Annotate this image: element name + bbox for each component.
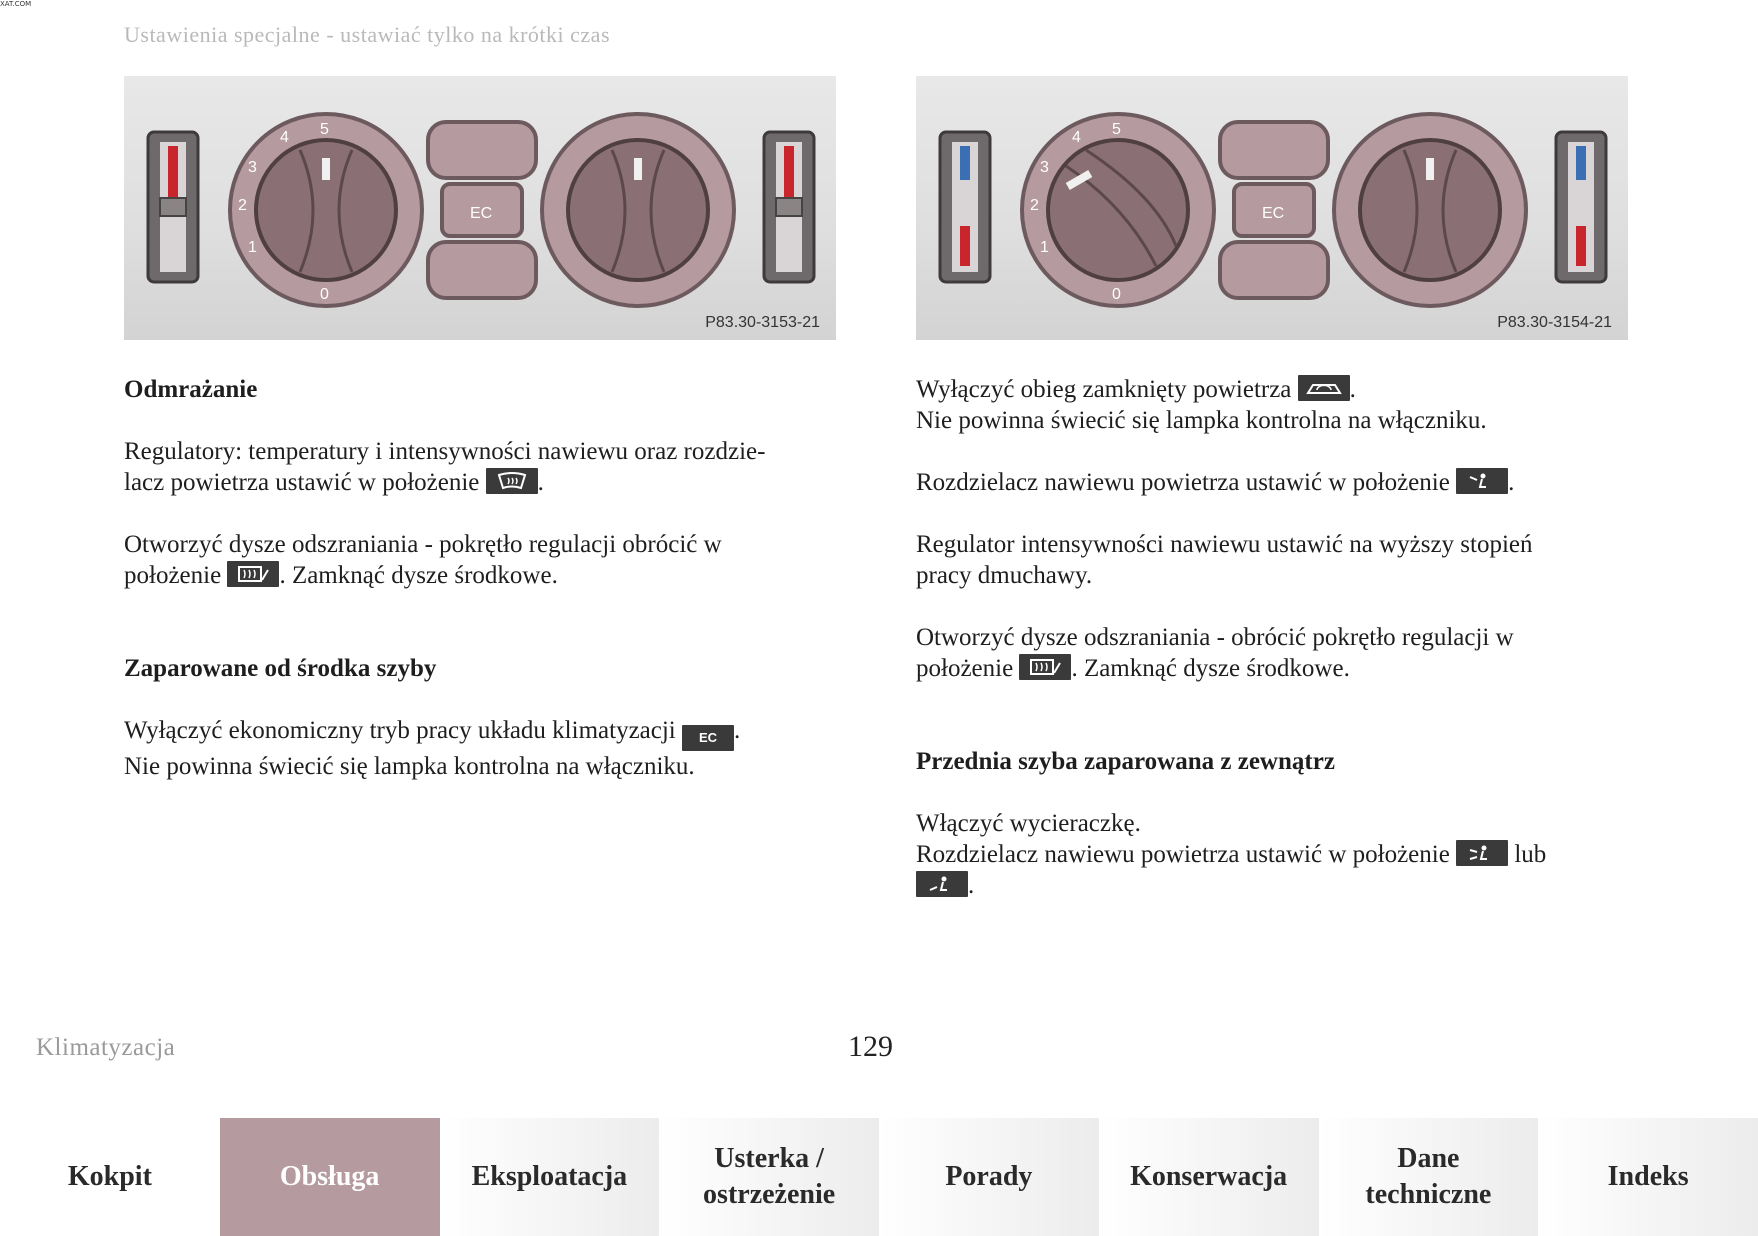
text-line: Nie powinna świecić się lampka kontrolna na włączniku. [124, 753, 695, 780]
fan-dial-label-1: 1 [1040, 239, 1049, 256]
fan-dial-label-3: 3 [1040, 159, 1049, 176]
paragraph-dysze [124, 529, 836, 591]
text-line: lacz powietrza ustawić w położenie [124, 469, 480, 496]
ec-icon: EC [682, 725, 734, 751]
fan-dial-label-0: 0 [320, 286, 329, 303]
left-column [124, 374, 836, 782]
climate-control-panel-illustration [916, 76, 1628, 340]
tab-porady[interactable] [879, 1118, 1099, 1236]
windshield-defrost-icon [486, 468, 538, 494]
section-heading-zaparowane: Zaparowane od środka szyby [124, 655, 437, 682]
tab-kokpit[interactable] [0, 1118, 220, 1236]
defrost-vent-icon [1019, 654, 1071, 680]
section-heading-przednia-szyba: Przednia szyba zaparowana z zewnątrz [916, 748, 1335, 775]
text-line: Włączyć wycieraczkę. [916, 810, 1141, 837]
fan-dial-label-2: 2 [1030, 197, 1039, 214]
paragraph-wycieraczka: Włączyć wycieraczkę. Rozdzielacz nawiewu powietrza ustawić w położenie lub . [916, 810, 1547, 899]
text-line: Wyłączyć obieg zamknięty powietrza [916, 376, 1292, 403]
tab-usterka[interactable] [659, 1118, 879, 1236]
climate-panel-figure-1 [124, 76, 836, 340]
figure-code: P83.30-3153-21 [705, 314, 820, 331]
tab-label: Konserwacja [1130, 1161, 1288, 1192]
fan-dial-label-4: 4 [1072, 129, 1081, 146]
footer-section-title: Klimatyzacja [36, 1034, 176, 1061]
text-line: Regulatory: temperatury i intensywności nawiewu oraz rozdzie- [124, 438, 766, 465]
tab-dane-techniczne[interactable] [1319, 1118, 1539, 1236]
climate-control-panel-illustration [124, 76, 836, 340]
tab-label: Indeks [1607, 1161, 1689, 1192]
vent-upper-icon [1456, 468, 1508, 494]
tab-label: Usterka / ostrzeżenie [703, 1143, 836, 1210]
tab-label: Porady [945, 1161, 1033, 1192]
tab-eksploatacja[interactable] [440, 1118, 660, 1236]
text-line: położenie [124, 562, 222, 589]
paragraph-regulatory: Regulatory: temperatury i intensywności nawiewu oraz rozdzie- lacz powietrza ustawić w położenie . [124, 438, 766, 496]
vent-lower-icon [916, 871, 968, 897]
text-line: Rozdzielacz nawiewu powietrza ustawić w położenie [916, 469, 1450, 496]
air-recirculation-icon [1298, 375, 1350, 401]
fan-dial-label-0: 0 [1112, 286, 1121, 303]
page-number: 129 [848, 1030, 893, 1063]
paragraph-rozdzielacz: Rozdzielacz nawiewu powietrza ustawić w położenie . [916, 469, 1515, 496]
chapter-tabs [0, 1118, 1758, 1236]
ec-button-label: EC [470, 205, 493, 222]
paragraph-obieg: Wyłączyć obieg zamknięty powietrza . Nie powinna świecić się lampka kontrolna na włączniku. [916, 376, 1487, 434]
fan-dial-label-4: 4 [280, 129, 289, 146]
defrost-vent-icon [227, 561, 279, 587]
tab-konserwacja[interactable] [1099, 1118, 1319, 1236]
tab-label: Eksploatacja [471, 1161, 628, 1192]
paragraph-ec: Wyłączyć ekonomiczny tryb pracy układu klimatyzacji EC . Nie powinna świecić się lampka kontrolna na włączniku. [124, 717, 741, 780]
text-line: Regulator intensywności nawiewu ustawić na wyższy stopień [916, 531, 1533, 558]
text-line: Wyłączyć ekonomiczny tryb pracy układu klimatyzacji [124, 717, 676, 744]
text-line: . Zamknąć dysze środkowe. [1071, 655, 1350, 682]
tab-label: Kokpit [67, 1161, 152, 1192]
text-line: . Zamknąć dysze środkowe. [279, 562, 558, 589]
tab-indeks[interactable] [1538, 1118, 1758, 1236]
figure-code: P83.30-3154-21 [1497, 314, 1612, 331]
paragraph-dysze-2 [916, 622, 1628, 684]
text-line: położenie [916, 655, 1014, 682]
text-line: Nie powinna świecić się lampka kontrolna na włączniku. [916, 407, 1487, 434]
section-heading-odmrazanie: Odmrażanie [124, 376, 258, 403]
text-line: Rozdzielacz nawiewu powietrza ustawić w położenie [916, 841, 1450, 868]
tab-label: Obsługa [279, 1161, 380, 1192]
fan-dial-label-3: 3 [248, 159, 257, 176]
fan-dial-label-5: 5 [1112, 121, 1121, 138]
right-column [916, 374, 1628, 901]
ec-button-label: EC [1262, 205, 1285, 222]
text-line: lub [1514, 841, 1547, 868]
running-head: Ustawienia specjalne - ustawiać tylko na krótki czas [124, 22, 611, 47]
vent-upper-lower-icon [1456, 840, 1508, 866]
tab-label: Dane techniczne [1365, 1143, 1492, 1210]
watermark: XAT.COM [0, 0, 32, 8]
paragraph-regulator [916, 529, 1628, 591]
fan-dial-label-1: 1 [248, 239, 257, 256]
tab-obsluga[interactable] [220, 1118, 440, 1236]
text-line: Otworzyć dysze odszraniania - pokrętło regulacji obrócić w [124, 531, 722, 558]
fan-dial-label-2: 2 [238, 197, 247, 214]
fan-dial-label-5: 5 [320, 121, 329, 138]
text-line: Otworzyć dysze odszraniania - obrócić pokrętło regulacji w [916, 624, 1514, 651]
climate-panel-figure-2 [916, 76, 1628, 340]
text-line: pracy dmuchawy. [916, 562, 1093, 589]
